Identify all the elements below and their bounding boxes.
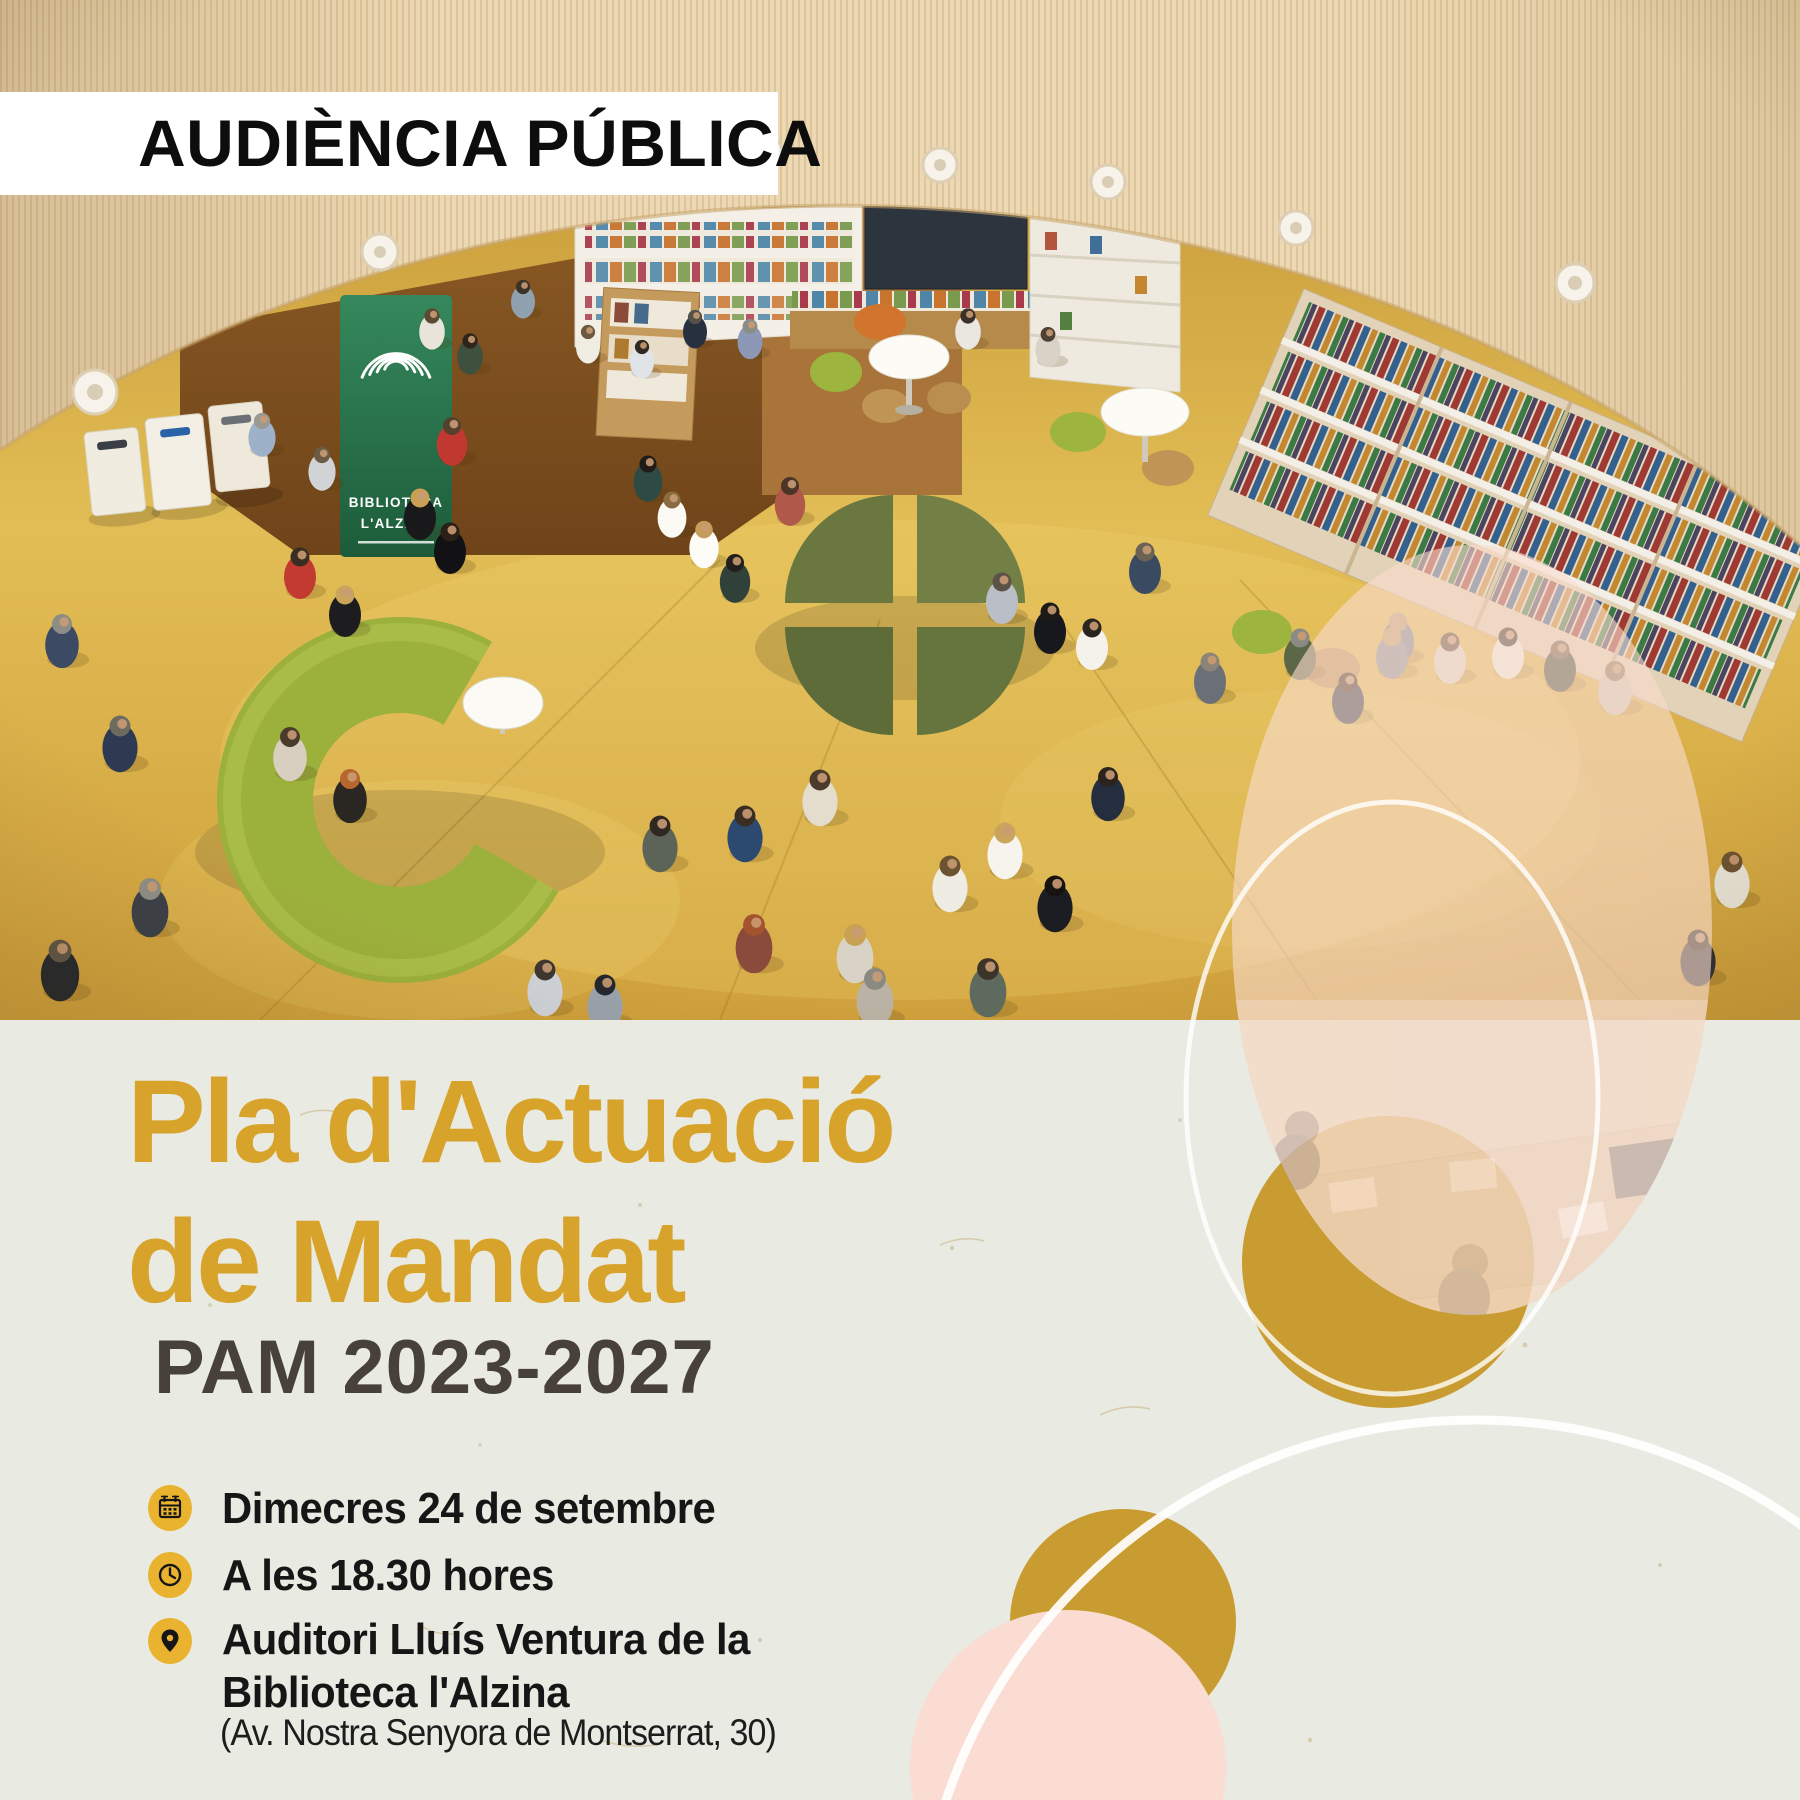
page-title [127,1052,893,1332]
clock-icon [147,1552,193,1598]
badge-label: AUDIÈNCIA PÚBLICA [138,106,823,180]
title-line2: de Mandat [127,1196,684,1328]
title-line1: Pla d'Actuació [127,1056,894,1188]
event-place-line1: Auditori Lluís Ventura de la [222,1615,750,1664]
event-date-label: Dimecres 24 de setembre [222,1484,716,1533]
event-place-line2: Biblioteca l'Alzina [222,1668,570,1717]
pink-ellipse-overlay [1232,545,1712,1315]
title-subtitle: PAM 2023-2027 [154,1325,715,1410]
event-type-badge [0,92,823,195]
location-pin-icon [147,1618,193,1664]
event-time-label: A les 18.30 hores [222,1551,554,1600]
event-address-note: (Av. Nostra Senyora de Montserrat, 30) [220,1712,776,1753]
calendar-icon [147,1485,193,1531]
